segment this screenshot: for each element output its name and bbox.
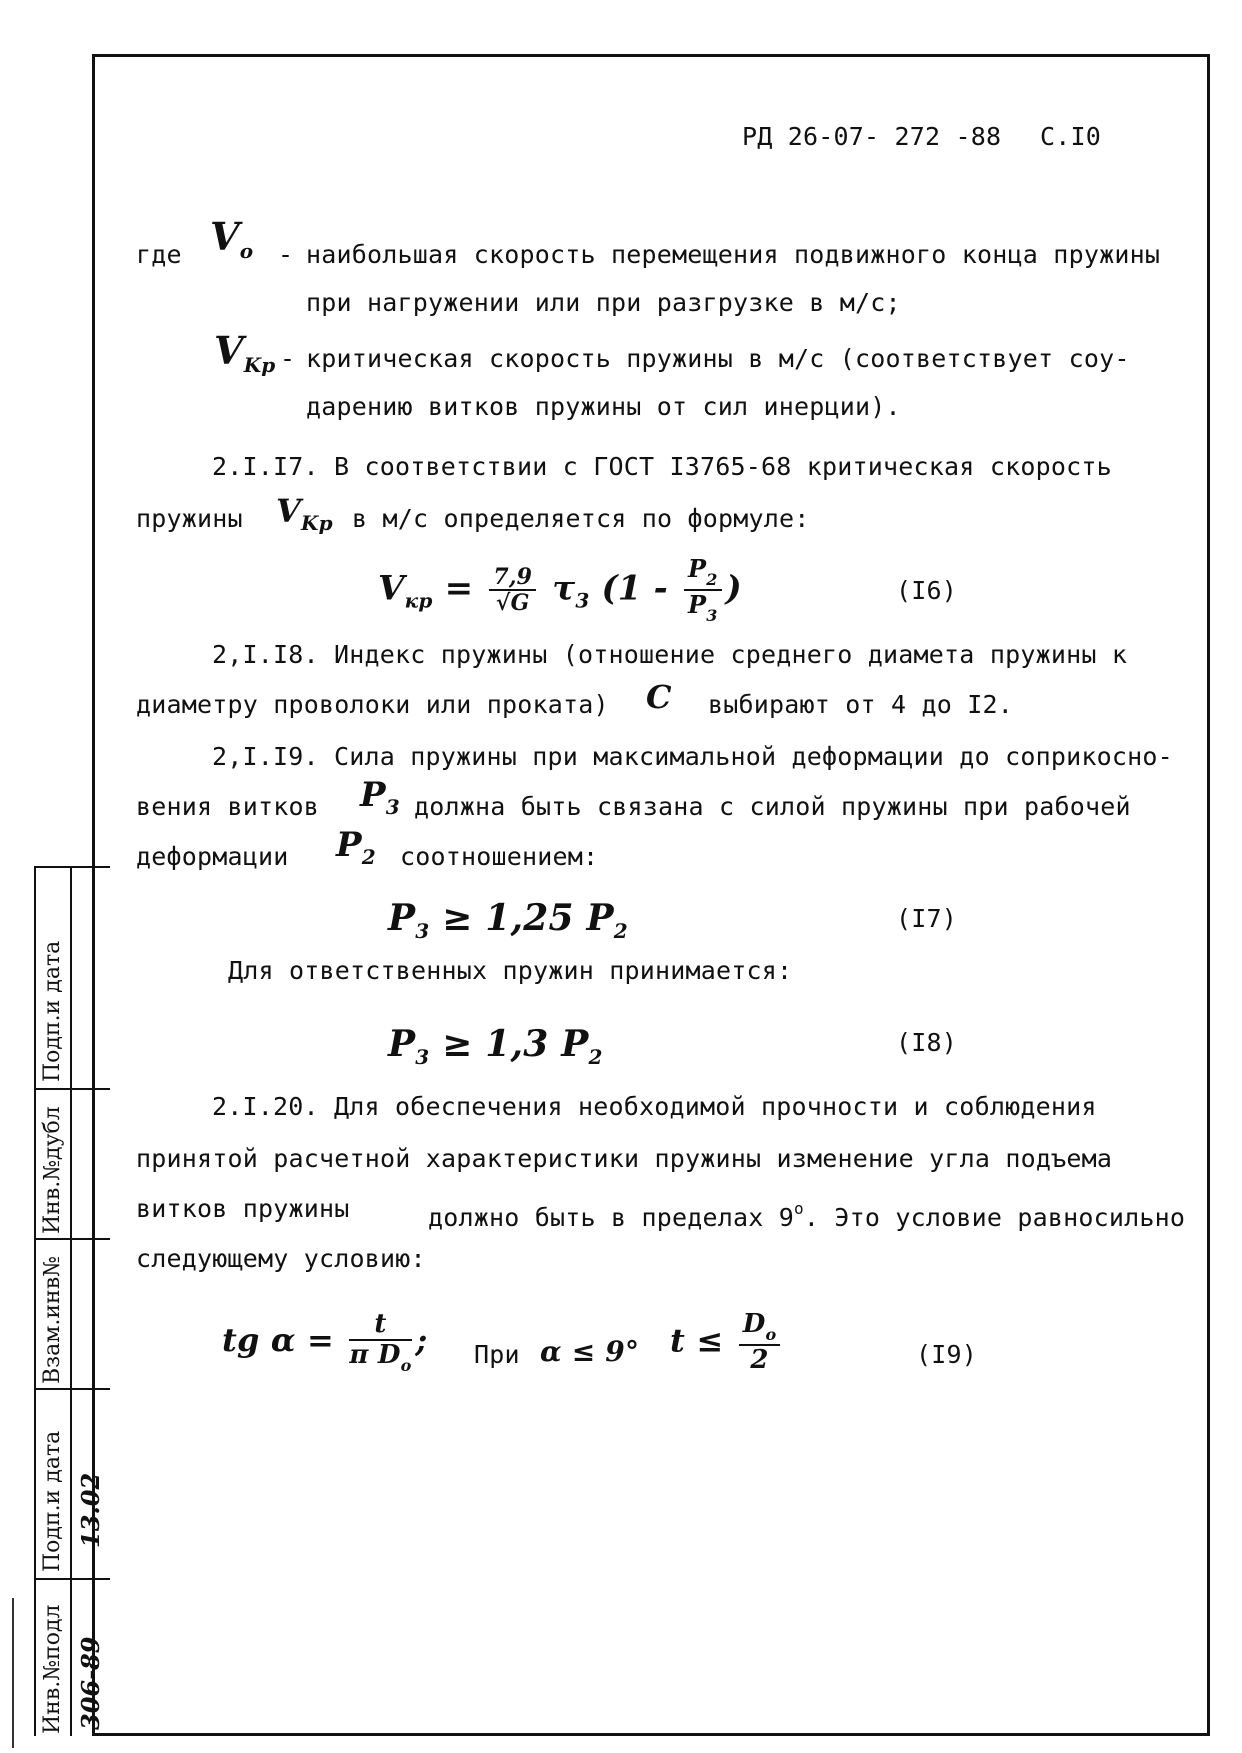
stamp-strip [34, 866, 110, 1736]
document-number: РД 26-07- 272 -88 [742, 122, 1002, 151]
line3c-text: . Это условие равносильно [803, 1203, 1186, 1232]
inline-symbol-p2 [336, 825, 376, 872]
f16-ratio-den [684, 591, 722, 625]
formula-16-number: (I6) [896, 576, 958, 605]
clause-2-1-20-line2: принятой расчетной характеристики пружины изменение угла подъема [136, 1144, 1113, 1173]
clause-2-1-20-line1: 2.I.20. Для обеспечения необходимой прочности и соблюдения [212, 1092, 1097, 1121]
f18-p3-sub: 3 [415, 1045, 430, 1069]
inline-p2-letter: P [336, 825, 362, 865]
formula-19-t-bound [670, 1310, 784, 1386]
inline-symbol-p3 [360, 775, 400, 822]
stamp-row-divider-1 [36, 1088, 110, 1090]
f17-p3: P [388, 897, 416, 939]
clause-2-1-20-line4: следующему условию: [136, 1244, 426, 1273]
f16-eq: = [444, 568, 474, 609]
inline-vkr-subscript: Kp [301, 511, 333, 535]
formula-19-when: При [474, 1340, 520, 1369]
clause-2-1-19-line2a: вения витков [136, 792, 320, 821]
f16-paren-close: ) [725, 568, 742, 609]
stamp-row-divider-3 [36, 1388, 110, 1390]
formula-17 [388, 896, 628, 953]
f16-ratio-num [684, 556, 722, 591]
inline-p2-sub: 2 [361, 845, 376, 869]
f19-frac2-num [739, 1310, 781, 1346]
clause-2-1-20-line3a: витков пружины [136, 1194, 350, 1223]
symbol-v0-subscript: o [239, 239, 254, 263]
formula-16 [378, 556, 742, 632]
scan-edge-line [12, 1598, 14, 1748]
stamp-row-divider-4 [36, 1578, 110, 1580]
f19-fraction2 [739, 1310, 781, 1375]
formula-17-number: (I7) [896, 904, 958, 933]
clause-2-1-19-line3a: деформации [136, 842, 289, 871]
degree-sup: o [794, 1199, 804, 1218]
responsible-springs-line: Для ответственных пружин принимается: [228, 956, 793, 985]
f17-p3-sub: 3 [415, 919, 430, 943]
f16-lhs: V [378, 568, 405, 609]
stamp-label-podp-data-bottom: Подп.и дата [40, 1430, 65, 1572]
clause-2-1-17-line2b: в м/с определяется по формуле: [352, 504, 810, 533]
stamp-column-divider [70, 868, 72, 1736]
f19-frac2-num-text: D [742, 1309, 766, 1339]
f16-ratio-den-sub: 3 [706, 605, 718, 625]
clause-2-1-20-line3b [428, 1194, 1185, 1233]
f19-den-sub: o [400, 1355, 412, 1375]
f16-ratio-fraction [684, 556, 722, 625]
f16-ratio-num-sub: 2 [706, 570, 718, 589]
stamp-label-inv-podl: Инв.№подл [40, 1604, 65, 1734]
f17-rel: ≥ 1,25 [442, 897, 574, 939]
f16-coef-num: 7,9 [489, 565, 536, 591]
f18-p2: P [561, 1023, 589, 1065]
inline-symbol-c: C [646, 678, 672, 716]
f19-lhs: tg α = [222, 1321, 335, 1359]
symbol-v0-letter: V [210, 214, 240, 259]
f19-den [349, 1341, 411, 1375]
symbol-vkr-subscript: Kp [243, 353, 276, 377]
symbol-vkr-letter: V [214, 328, 244, 373]
v0-dash: - [278, 240, 294, 269]
clause-2-1-19-line2b: должна быть связана с силой пружины при рабочей [414, 792, 1131, 821]
stamp-label-vzam-inv: Взам.инв№ [40, 1256, 65, 1384]
f19-semicolon: ; [415, 1321, 428, 1359]
formula-19 [222, 1310, 428, 1386]
f19-frac2-den: 2 [750, 1344, 769, 1375]
f19-num: t [349, 1310, 411, 1341]
stamp-handwritten-date: 13.02 [76, 1472, 105, 1548]
stamp-label-podp-data-top: Подп.и дата [40, 940, 65, 1082]
formula-19-condition: α ≤ 9° [540, 1335, 640, 1368]
clause-2-1-19-line1: 2,I.I9. Сила пружины при максимальной деформации до соприкосно- [212, 742, 1173, 771]
f19-t-le: t ≤ [670, 1321, 724, 1360]
page-number: С.I0 [1040, 122, 1102, 151]
inline-p3-letter: P [360, 775, 386, 815]
f19-den-text: π D [349, 1339, 401, 1370]
f16-lhs-sub: кр [404, 588, 433, 613]
f16-tau: τ [552, 568, 576, 609]
stamp-label-inv-dubl: Инв.№дубл [40, 1106, 65, 1234]
f16-ratio-num-letter: P [688, 554, 707, 583]
f17-p2-sub: 2 [613, 919, 628, 943]
v0-definition-line2: при нагружении или при разгрузке в м/с; [306, 288, 901, 317]
clause-2-1-17-line2a: пружины [136, 504, 243, 533]
vkr-dash: - [280, 344, 296, 373]
formula-18 [388, 1022, 603, 1079]
inline-p3-sub: 3 [385, 795, 400, 819]
f18-p2-sub: 2 [588, 1045, 603, 1069]
formula-18-number: (I8) [896, 1028, 958, 1057]
f16-paren-open: (1 - [601, 568, 668, 609]
clause-2-1-18-line2a: диаметру проволоки или проката) [136, 690, 609, 719]
formula-19-number: (I9) [916, 1340, 978, 1369]
f19-fraction [349, 1310, 411, 1375]
vkr-definition-line1: критическая скорость пружины в м/с (соответствует соу- [306, 344, 1130, 373]
stamp-handwritten-inv: 306-89 [76, 1636, 105, 1730]
f16-coef-fraction [489, 565, 536, 616]
f17-p2: P [586, 897, 614, 939]
v0-definition-line1: наибольшая скорость перемещения подвижного конца пружины [306, 240, 1161, 269]
f19-frac2-num-sub: o [765, 1325, 777, 1344]
line3b-text: должно быть в пределах 9 [428, 1203, 795, 1232]
f16-coef-den: √G [495, 589, 530, 616]
symbol-vkr [214, 328, 276, 380]
f18-p3: P [388, 1023, 416, 1065]
vkr-definition-line2: дарению витков пружины от сил инерции). [306, 392, 901, 421]
clause-2-1-19-line3b: соотношением: [400, 842, 599, 871]
stamp-row-divider-2 [36, 1238, 110, 1240]
f18-rel: ≥ 1,3 [442, 1023, 549, 1065]
f16-tau-sub: 3 [575, 588, 590, 613]
inline-symbol-vkr [276, 492, 333, 538]
clause-2-1-18-line2b: выбирают от 4 до I2. [708, 690, 1014, 719]
f16-ratio-den-letter: P [688, 589, 707, 619]
symbol-v0 [210, 214, 254, 266]
inline-vkr-letter: V [276, 492, 302, 530]
clause-2-1-18-line1: 2,I.I8. Индекс пружины (отношение среднего диамета пружины к [212, 640, 1128, 669]
clause-2-1-17-line1: 2.I.I7. В соответствии с ГОСТ I3765-68 критическая скорость [212, 452, 1112, 481]
where-word: где [136, 240, 182, 269]
